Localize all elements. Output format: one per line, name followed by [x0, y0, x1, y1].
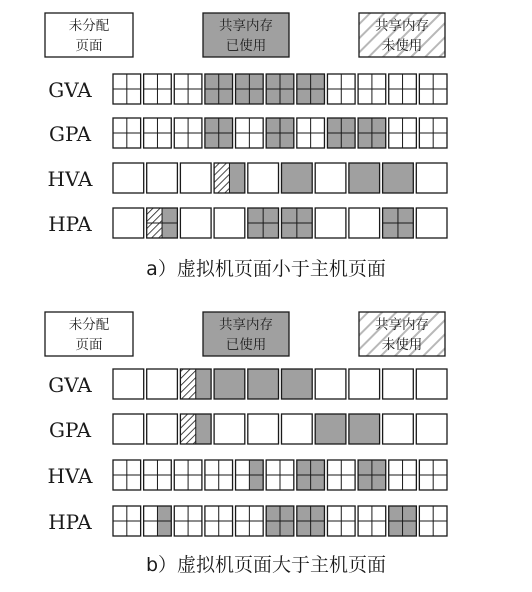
empty-cell: [236, 506, 264, 536]
empty-cell: [144, 74, 172, 104]
split-hatched-cell: [147, 208, 178, 238]
empty-cell: [419, 460, 447, 490]
used-cell: [315, 414, 346, 444]
legend-top: [45, 13, 445, 57]
used-cell: [248, 369, 279, 399]
legend-shared-used-line-1: 共享内存: [219, 317, 273, 333]
half-used-cell: [144, 506, 172, 536]
used-cell: [297, 74, 325, 104]
empty-cell: [327, 74, 355, 104]
empty-cell: [174, 506, 202, 536]
used-quadrant-cell: [282, 208, 313, 238]
panel-a: [48, 74, 447, 238]
legend-shared-unused-line-2: 未使用: [381, 38, 423, 54]
used-cell: [266, 506, 294, 536]
used-cell: [358, 460, 386, 490]
used-cell: [327, 118, 355, 148]
legend-shared-used-line-1: 共享内存: [219, 18, 273, 34]
row-hpa: [48, 506, 447, 536]
row-gpa: [49, 118, 447, 148]
empty-cell: [214, 208, 245, 238]
empty-cell: [113, 118, 141, 148]
legend-shared-used: [203, 312, 289, 356]
used-cell: [297, 460, 325, 490]
legend-unallocated-line-1: 未分配: [68, 18, 110, 34]
empty-cell: [416, 414, 447, 444]
caption-b: b）虚拟机页面大于主机页面: [145, 554, 387, 576]
empty-cell: [266, 460, 294, 490]
used-cell: [297, 506, 325, 536]
empty-cell: [297, 118, 325, 148]
empty-cell: [282, 414, 313, 444]
row-gva: [48, 74, 447, 104]
caption-a: a）虚拟机页面小于主机页面: [146, 258, 386, 280]
empty-cell: [389, 118, 417, 148]
half-hatched-cell: [180, 414, 211, 444]
row-label: HPA: [48, 212, 92, 236]
empty-cell: [144, 460, 172, 490]
empty-cell: [144, 118, 172, 148]
used-cell: [236, 74, 264, 104]
used-quadrant-cell: [383, 208, 414, 238]
legend-unallocated: [45, 312, 133, 356]
empty-cell: [349, 369, 380, 399]
legend-bottom: [45, 312, 445, 356]
row-hva: [48, 163, 447, 193]
used-cell: [389, 506, 417, 536]
empty-cell: [416, 369, 447, 399]
empty-cell: [113, 506, 141, 536]
used-cell: [266, 118, 294, 148]
empty-cell: [174, 74, 202, 104]
row-label: GPA: [48, 418, 92, 442]
empty-cell: [416, 208, 447, 238]
empty-cell: [248, 414, 279, 444]
legend-shared-unused: [359, 13, 445, 57]
row-label: HVA: [47, 167, 93, 191]
legend-unallocated: [45, 13, 133, 57]
legend-shared-unused: [359, 312, 445, 356]
empty-cell: [174, 460, 202, 490]
empty-cell: [236, 118, 264, 148]
empty-cell: [147, 163, 178, 193]
empty-cell: [248, 163, 279, 193]
empty-cell: [113, 460, 141, 490]
empty-cell: [205, 506, 233, 536]
used-cell: [205, 74, 233, 104]
empty-cell: [214, 414, 245, 444]
half-used-cell: [236, 460, 264, 490]
row-label: GPA: [48, 122, 92, 146]
empty-cell: [180, 163, 211, 193]
empty-cell: [327, 506, 355, 536]
used-cell: [282, 369, 313, 399]
empty-cell: [113, 414, 144, 444]
empty-cell: [389, 460, 417, 490]
used-cell: [383, 163, 414, 193]
used-cell: [349, 414, 380, 444]
legend-shared-used-line-2: 已使用: [225, 38, 267, 54]
legend-unallocated-line-2: 页面: [75, 337, 103, 353]
empty-cell: [419, 74, 447, 104]
empty-cell: [113, 74, 141, 104]
used-cell: [358, 118, 386, 148]
used-quadrant-cell: [248, 208, 279, 238]
empty-cell: [180, 208, 211, 238]
empty-cell: [147, 414, 178, 444]
row-label: HPA: [48, 510, 92, 534]
legend-shared-unused-line-1: 共享内存: [375, 317, 429, 333]
row-hva: [48, 460, 447, 490]
row-label: GVA: [48, 78, 92, 102]
empty-cell: [383, 414, 414, 444]
row-gva: [48, 369, 447, 399]
empty-cell: [389, 74, 417, 104]
legend-shared-unused-line-2: 未使用: [381, 337, 423, 353]
empty-cell: [147, 369, 178, 399]
empty-cell: [349, 208, 380, 238]
empty-cell: [383, 369, 414, 399]
row-label: GVA: [48, 373, 92, 397]
half-hatched-cell: [214, 163, 245, 193]
empty-cell: [174, 118, 202, 148]
empty-cell: [315, 163, 346, 193]
row-hpa: [48, 208, 447, 238]
panel-b: [48, 369, 447, 536]
empty-cell: [416, 163, 447, 193]
empty-cell: [327, 460, 355, 490]
empty-cell: [358, 506, 386, 536]
row-label: HVA: [47, 464, 93, 488]
used-cell: [282, 163, 313, 193]
empty-cell: [205, 460, 233, 490]
legend-shared-used: [203, 13, 289, 57]
empty-cell: [113, 208, 144, 238]
empty-cell: [419, 118, 447, 148]
used-cell: [214, 369, 245, 399]
used-cell: [205, 118, 233, 148]
half-hatched-cell: [180, 369, 211, 399]
empty-cell: [358, 74, 386, 104]
legend-unallocated-line-1: 未分配: [68, 317, 110, 333]
empty-cell: [315, 369, 346, 399]
used-cell: [266, 74, 294, 104]
legend-shared-used-line-2: 已使用: [225, 337, 267, 353]
empty-cell: [315, 208, 346, 238]
empty-cell: [419, 506, 447, 536]
row-gpa: [49, 414, 447, 444]
legend-shared-unused-line-1: 共享内存: [375, 18, 429, 34]
empty-cell: [113, 369, 144, 399]
empty-cell: [113, 163, 144, 193]
used-cell: [349, 163, 380, 193]
legend-unallocated-line-2: 页面: [75, 38, 103, 54]
